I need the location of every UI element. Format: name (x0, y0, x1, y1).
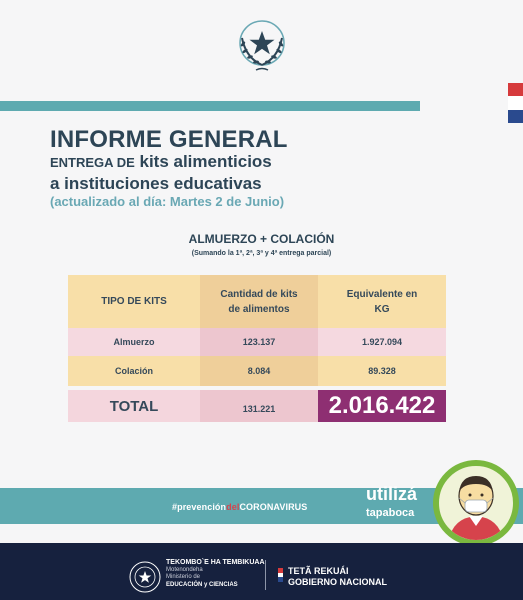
row-colacion-tipo: Colación (68, 356, 200, 386)
total-cantidad: 131.221 (200, 390, 318, 422)
hashtag-mid: del (226, 502, 240, 512)
campaign-hashtag (172, 502, 307, 512)
top-teal-band (0, 101, 420, 111)
footer-gov-line1: TETÃ REKUÁI (288, 566, 349, 576)
report-subtitle-main: kits alimenticios (139, 152, 272, 171)
total-kg: 2.016.422 (318, 390, 446, 422)
report-subtitle-line2 (50, 152, 272, 172)
footer-gov-line2: GOBIERNO NACIONAL (288, 577, 387, 587)
row-colacion-kg: 89.328 (318, 356, 446, 386)
section-heading: ALMUERZO + COLACIÓN (188, 232, 335, 246)
header-cantidad (200, 275, 318, 328)
row-almuerzo-kg: 1.927.094 (318, 328, 446, 356)
report-subtitle-line3: a instituciones educativas (50, 174, 262, 193)
header-tipo: TIPO DE KITS (68, 275, 200, 328)
header-cantidad-label: Cantidad de kits de alimentos (220, 288, 298, 315)
footer-divider (265, 560, 266, 590)
report-title: INFORME GENERAL (50, 126, 288, 153)
row-almuerzo-tipo: Almuerzo (68, 328, 200, 356)
utiliza-text: utilizá (366, 484, 418, 504)
row-almuerzo-cantidad: 123.137 (200, 328, 318, 356)
footer-ministry-line1: TEKOMBO`E HA TEMBIKUAA (166, 559, 265, 566)
flag-stripe-red (508, 83, 523, 96)
header-kg-label: Equivalente en KG (346, 288, 418, 315)
footer-ministry-line3: Ministerio de (166, 574, 201, 580)
flag-stripe-blue (508, 110, 523, 123)
footer-bar (0, 543, 523, 600)
report-subtitle-prefix: ENTREGA DE (50, 155, 135, 170)
header-kg (318, 275, 446, 328)
flag-stripe-white (508, 96, 523, 110)
ministry-seal-icon (128, 560, 162, 594)
hashtag-suffix: CORONAVIRUS (239, 502, 308, 512)
row-colacion-cantidad: 8.084 (200, 356, 318, 386)
paraguay-star-emblem-icon (232, 18, 292, 74)
report-update-date: (actualizado al día: Martes 2 de Junio) (50, 194, 285, 209)
footer-ministry-line2: Motenondeha (166, 567, 203, 573)
tapaboca-text: tapaboca (366, 507, 415, 519)
footer-ministry-line4: EDUCACIÓN y CIENCIAS (166, 582, 238, 588)
total-label: TOTAL (68, 390, 200, 422)
section-note: (Sumando la 1ª, 2ª, 3ª y 4ª entrega parcial) (191, 250, 332, 257)
hashtag-prefix: #prevención (172, 502, 227, 512)
masked-person-icon (433, 460, 519, 546)
paraguay-flag-icon (278, 568, 283, 582)
